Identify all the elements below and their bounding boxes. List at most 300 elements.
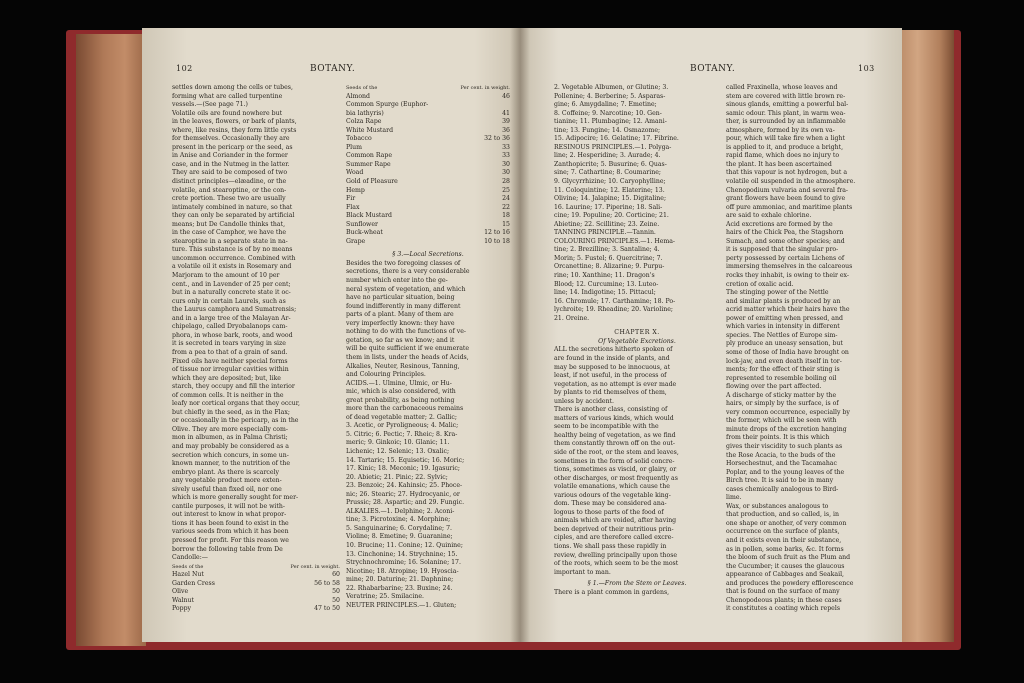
text-line: lock-jaw, and even death itself in tor- (726, 357, 842, 365)
text-line: A discharge of sticky matter by the (726, 391, 837, 399)
text-line: COLOURING PRINCIPLES.—1. Hema- (554, 237, 676, 245)
text-line: or occasionally in the pericarp, as in the (172, 417, 299, 425)
text-line: cantile purposes, it will not be with- (172, 502, 285, 510)
text-line: pressed for profit. For this reason we (172, 536, 289, 544)
text-line: tions it has been found to exist in the (172, 519, 289, 527)
text-line: means; but De Candolle thinks that, (172, 220, 286, 228)
text-line: and produces the powdery efflorescence (726, 579, 854, 587)
text-line: ments; for the effect of their sting is (726, 366, 840, 374)
text-line: tions, sometimes as viscid, or glairy, or (554, 466, 677, 474)
text-line: Violine; 8. Emetine; 9. Guaranine; (346, 533, 453, 541)
text-line: various seeds from which it has been (172, 528, 289, 536)
text-line: that is found on the surface of many (726, 588, 840, 596)
table-header-label: Per cent. in weight. (290, 563, 340, 570)
text-line: present in the pericarp or the seed, as (172, 143, 293, 151)
text-line: appearance of Cabbages and Seakail, (726, 571, 845, 579)
text-line: species. The Nettles of Europe sim- (726, 331, 838, 339)
text-line: 5. Citric; 6. Pectic; 7. Rheic; 8. Kra- (346, 430, 458, 438)
text-line: Blood; 12. Curcumine; 13. Luteo- (554, 280, 659, 288)
seed-name: bia lathyris) (346, 109, 384, 117)
table-row (172, 580, 340, 589)
text-line: is applied to it, and produce a bright, (726, 143, 844, 151)
text-line: tine; 3. Picrotoxine; 4. Morphine; (346, 516, 451, 524)
text-line: mic, which is also considered, with (346, 388, 456, 396)
seed-percent: 24 (502, 195, 510, 203)
seed-percent: 41 (502, 109, 510, 117)
text-line: but in a naturally concrete state it oc- (172, 289, 291, 297)
text-line: line; 14. Indigotine; 15. Pittacul; (554, 289, 656, 297)
text-line: tine; 2. Brezilline; 3. Santaline; 4. (554, 246, 660, 254)
text-line: Alkalies, Neuter, Resinous, Tanning, (346, 362, 460, 370)
text-line: tianine; 11. Plumbagine; 12. Amani- (554, 118, 667, 126)
seed-percent: 30 (502, 160, 510, 168)
table-row (346, 110, 510, 119)
text-line: secretion which concurs, in some un- (172, 451, 289, 459)
text-line: Sumach, and some other species; and (726, 237, 845, 245)
text-line: distinct principles—elæadine, or the (172, 178, 287, 186)
text-line: by plants to rid themselves of them, (554, 389, 667, 397)
seed-percent: 33 (502, 152, 510, 160)
right-column-2 (726, 84, 892, 614)
text-line: settles down among the cells or tubes, (172, 84, 293, 91)
section-heading: § 1.—From the Stem or Leaves. (587, 580, 687, 588)
section-heading: § 3.—Local Secretions. (392, 251, 464, 259)
table-header (172, 563, 340, 572)
table-row (172, 605, 340, 614)
text-line: matters of various kinds, which would (554, 414, 674, 422)
seed-name: Plum (346, 143, 362, 151)
right-page (520, 28, 902, 642)
text-line: There is a plant common in gardens, (554, 588, 670, 596)
text-line: Prussic; 28. Aspartic; and 29. Fungic. (346, 499, 465, 507)
text-line: Nicotine; 18. Atropine; 19. Hyoscia- (346, 567, 459, 575)
text-line: and in a large tree of the Malayan Ar- (172, 314, 291, 322)
text-line: in the case of Camphor, we have the (172, 229, 286, 237)
text-line: found indifferently in many different (346, 302, 461, 310)
text-line: vegetation, as no attempt is ever made (554, 380, 677, 388)
text-line: Volatile oils are found nowhere but (172, 109, 283, 117)
text-line: Olive. They are more especially com- (172, 425, 288, 433)
text-line: samic odour. This plant, in warm wea- (726, 109, 846, 117)
text-line: and Colouring Principles. (346, 371, 426, 379)
seed-name: Common Spurge (Euphor- (346, 101, 429, 109)
seed-percent: 30 (502, 169, 510, 177)
table-row (346, 144, 510, 153)
text-line: the bloom of such fruit as the Plum and (726, 554, 851, 562)
text-line: Orcanettine; 8. Alizarine; 9. Purpu- (554, 263, 665, 271)
text-line: are found in the inside of plants, and (554, 354, 670, 362)
text-line: curs only in certain Laurels, such as (172, 297, 286, 305)
table-row (346, 93, 510, 102)
text-line: in the leaves, flowers, or bark of plants, (172, 118, 297, 126)
table-row (346, 195, 510, 204)
text-line: are said to exhale chlorine. (726, 212, 812, 220)
text-line: occurrence on the surface of plants, (726, 528, 840, 536)
text-line: Morin; 5. Fustel; 6. Quercitrine; 7. (554, 254, 663, 262)
table-row (346, 212, 510, 221)
text-line: Chenopodeous plants; in these cases (726, 596, 842, 604)
text-line: will be quite sufficient if we enumerate (346, 345, 470, 353)
text-line: review, dwelling principally upon those (554, 551, 678, 559)
text-line: where, like resins, they form little cysts (172, 126, 297, 134)
text-line: more than the carbonaceous remains (346, 405, 464, 413)
seed-name: White Mustard (346, 126, 394, 134)
text-line: parts of a plant. Many of them are (346, 311, 454, 319)
text-line: 14. Tartaric; 15. Equisetic; 16. Moric; (346, 456, 465, 464)
text-line: ther, is surrounded by an inflammable (726, 118, 846, 126)
text-line: it constitutes a coating which repels (726, 605, 840, 613)
seed-name: Gold of Pleasure (346, 178, 398, 186)
text-line: the plant. It has been ascertained (726, 160, 832, 168)
book-gutter (510, 28, 530, 642)
text-line: that this vapour is not hydrogen, but a (726, 169, 848, 177)
text-line: it is supposed that the singular pro- (726, 246, 839, 254)
text-line: ALL the secretions hitherto spoken of (554, 346, 673, 354)
text-line: embryo plant. As there is scarcely (172, 468, 280, 476)
text-line: minute drops of the excretion hanging (726, 425, 847, 433)
text-line: that production, and so called, is, in (726, 511, 839, 519)
running-head-right: BOTANY. (690, 64, 736, 74)
table-row (346, 161, 510, 170)
text-line: sine; 7. Cathartine; 8. Coumarine; (554, 169, 661, 177)
text-line: rine; 10. Xanthine; 11. Dragon's (554, 272, 655, 280)
table-row (346, 169, 510, 178)
text-line: case, and in the Nutmeg in the latter. (172, 160, 290, 168)
text-line: Zanthopicrite; 5. Busurine; 6. Quas- (554, 160, 667, 168)
text-line: perty possessed by certain Lichens of (726, 254, 845, 262)
text-line: important to man. (554, 568, 611, 576)
text-line: volatile oil suspended in the atmosphere. (726, 178, 856, 186)
text-line: ture. This substance is of by no means (172, 246, 293, 254)
text-line: which they are deposited; but, like (172, 374, 281, 382)
text-line: a volatile oil it exists in Rosemary and (172, 263, 292, 271)
text-line: atmosphere, formed by its own va- (726, 126, 835, 134)
text-line: and similar plants is produced by an (726, 297, 841, 305)
table-row (172, 588, 340, 597)
text-line: starch, they occupy and fill the interior (172, 383, 295, 391)
text-line: 17. Kinic; 18. Meconic; 19. Igasuric; (346, 465, 460, 473)
seed-percent: 28 (502, 178, 510, 186)
seed-percent: 32 to 36 (484, 135, 510, 143)
seed-name: Summer Rape (346, 160, 391, 168)
left-column-1 (172, 84, 340, 614)
running-head-left: BOTANY. (310, 64, 356, 74)
text-line: grant flowers have been found to give (726, 195, 846, 203)
text-line: Birch tree. It is said to be in many (726, 477, 834, 485)
seed-name: Buck-wheat (346, 229, 383, 237)
text-line: of the roots, which seem to be the most (554, 560, 679, 568)
text-line: 9. Glycyrrhizine; 10. Caryophylline; (554, 178, 666, 186)
text-line: but chiefly in the seed, as in the Flax; (172, 408, 290, 416)
seed-name: Walnut (172, 596, 194, 604)
text-line: volatile emanations, which cause the (554, 483, 670, 491)
right-column-1 (554, 84, 720, 597)
page-edges-left (76, 34, 146, 646)
seed-name: Sunflower (346, 220, 378, 228)
text-line: cretion of oxalic acid. (726, 280, 794, 288)
text-line: of tissue nor irregular cavities within (172, 366, 289, 374)
seed-name: Common Rape (346, 152, 392, 160)
text-line: have no particular situation, being (346, 294, 455, 302)
text-line: getation, so far as we know; and it (346, 336, 455, 344)
text-line: various odours of the vegetable king- (554, 491, 671, 499)
table-row (346, 118, 510, 127)
text-line: very imperfectly known: they have (346, 319, 455, 327)
text-line: it is secreted in tears varying in size (172, 340, 286, 348)
text-line: lime. (726, 494, 742, 502)
text-line: secretions, there is a very considerable (346, 268, 470, 276)
table-header-label: Seeds of the (172, 563, 204, 570)
text-line: 13. Cinchonine; 14. Strychnine; 15. (346, 550, 458, 558)
text-line: may be supposed to be innocuous, at (554, 363, 671, 371)
text-line: 20. Abietic; 21. Pinic; 22. Sylvic; (346, 473, 448, 481)
text-line: neral system of vegetation, and which (346, 285, 466, 293)
left-page (142, 28, 520, 642)
text-line: they can only be separated by artificial (172, 212, 295, 220)
seed-name: Hazel Nut (172, 571, 204, 579)
text-line: NEUTER PRINCIPLES.—1. Gluten; (346, 601, 457, 609)
text-line: ALKALIES.—1. Delphine; 2. Aconi- (346, 507, 455, 515)
text-line: uncommon occurrence. Combined with (172, 254, 296, 262)
text-line: great probability, as being nothing (346, 396, 455, 404)
text-line: one shape or another, of very common (726, 519, 847, 527)
text-line: immersing themselves in the calcareous (726, 263, 853, 271)
text-line: The stinging power of the Nettle (726, 289, 829, 297)
text-line: There is another class, consisting of (554, 406, 668, 414)
text-line: called Fraxinella, whose leaves and (726, 84, 838, 91)
text-line: Pollenine; 4. Berberine; 5. Asparas- (554, 92, 666, 100)
seed-name: Garden Cress (172, 579, 215, 587)
table-row (346, 101, 510, 110)
text-line: for themselves. Occasionally they are (172, 135, 290, 143)
text-line: cine; 19. Populine; 20. Corticine; 21. (554, 212, 669, 220)
text-line: other discharges, or most frequently as (554, 474, 678, 482)
text-line: intimately combined in nature, so that (172, 203, 293, 211)
seed-percent: 12 to 16 (484, 229, 510, 237)
text-line: as in pollen, some barks, &c. It forms (726, 545, 844, 553)
text-line: number which enter into the ge- (346, 277, 448, 285)
text-line: cent., and in Lavender of 25 per cent; (172, 280, 291, 288)
seed-percent: 22 (502, 203, 510, 211)
seed-name: Poppy (172, 605, 192, 613)
text-line: animals which are voided, after having (554, 517, 677, 525)
table-row (346, 152, 510, 161)
text-line: stem are covered with little brown re- (726, 92, 846, 100)
text-line: hairs of the Chick Pea, the Stagshorn (726, 229, 844, 237)
seed-percent: 56 to 58 (314, 579, 340, 587)
text-line: meric; 9. Ginkoic; 10. Glanic; 11. (346, 439, 450, 447)
text-line: Olivine; 14. Jalapine; 15. Digitaline; (554, 195, 667, 203)
text-line: volatile, and stearoptine, or the con- (172, 186, 287, 194)
text-line: mine; 20. Daturine; 21. Daphnine; (346, 576, 454, 584)
text-line: 5. Sanguinarine; 6. Corydaline; 7. (346, 524, 453, 532)
seed-name: Colza Rape (346, 118, 382, 126)
text-line: forming what are called turpentine (172, 92, 283, 100)
text-line: crete portion. These two are usually (172, 195, 286, 203)
text-line: seem to be incompatible with the (554, 423, 659, 431)
text-line: off pure ammoniac, and maritime plants (726, 203, 853, 211)
text-line: tine; 13. Fungine; 14. Osmazome; (554, 126, 661, 134)
text-line: represented to resemble boiling oil (726, 374, 837, 382)
chapter-heading: CHAPTER X. (614, 329, 660, 337)
text-line: which is more generally sought for mer- (172, 494, 299, 502)
seed-percent: 47 to 50 (314, 605, 340, 613)
text-line: pour, which will take fire when a light (726, 135, 845, 143)
text-line: of common cells. It is neither in the (172, 391, 284, 399)
text-line: the Cucumber; it causes the glaucous (726, 562, 845, 570)
table-header-label: Per cent. in weight. (460, 85, 510, 91)
table-header (346, 84, 510, 93)
table-row (172, 597, 340, 606)
seed-percent: 39 (502, 118, 510, 126)
table-row (346, 127, 510, 136)
text-line: them in lists, under the heads of Acids, (346, 353, 469, 361)
text-line: sinous glands, emitting a powerful bal- (726, 101, 849, 109)
text-line: Veratrine; 25. Smilacine. (346, 593, 424, 601)
text-line: 10. Brucine; 11. Conine; 12. Quinine; (346, 541, 463, 549)
text-line: some of those of India have brought on (726, 348, 849, 356)
text-line: 16. Chromule; 17. Carthamine; 18. Po- (554, 297, 676, 305)
text-line: They are said to be composed of two (172, 169, 288, 177)
text-line: Lichenic; 12. Selenic; 13. Oxalic; (346, 447, 450, 455)
text-line: 22. Rhabarbarine; 23. Buxine; 24. (346, 584, 453, 592)
text-line: line; 2. Hesperidine; 3. Aurade; 4. (554, 152, 661, 160)
text-line: side of the root, or the stem and leaves, (554, 448, 679, 456)
text-line: 15. Adipocire; 16. Gelatine; 17. Fibrine. (554, 135, 679, 143)
seed-percent: 25 (502, 186, 510, 194)
text-line: them constantly thrown off on the out- (554, 440, 675, 448)
text-line: Abietine; 22. Scillitine; 23. Zeine. (554, 220, 660, 228)
text-line: least, if not useful, in the process of (554, 372, 667, 380)
text-line: chipelago, called Dryobalanops cam- (172, 323, 288, 331)
seed-percent: 46 (502, 92, 510, 100)
text-line: acrid matter which their hairs have the (726, 306, 850, 314)
text-line: healthy being of vegetation, as we find (554, 431, 676, 439)
text-line: gives their viscidity to such plants as (726, 442, 843, 450)
text-line: ACIDS.—1. Ulmine, Ulmic, or Hu- (346, 379, 452, 387)
seed-percent: 10 to 18 (484, 237, 510, 245)
seed-percent: 18 (502, 212, 510, 220)
text-line: Marjoram to the amount of 10 per (172, 272, 280, 280)
table-row (346, 204, 510, 213)
seed-name: Flax (346, 203, 360, 211)
seed-name: Black Mustard (346, 212, 392, 220)
seed-percent: 33 (502, 143, 510, 151)
table-row (346, 187, 510, 196)
text-line: nothing to do with the functions of ve- (346, 328, 466, 336)
text-line: the former, which will be seen with (726, 417, 837, 425)
table-row (346, 229, 510, 238)
text-line: phora, in whose bark, roots, and wood (172, 331, 293, 339)
text-line: gine; 6. Amygdaline; 7. Emetine; (554, 101, 657, 109)
text-line: 8. Coffeine; 9. Narcotine; 10. Gen- (554, 109, 662, 117)
table-row (346, 238, 510, 247)
text-line: 2. Vegetable Albumen, or Glutine; 3. (554, 84, 669, 91)
text-line: Besides the two foregoing classes of (346, 259, 461, 267)
text-line: rocks they inhabit, is owing to their ex- (726, 272, 850, 280)
text-line: which varies in intensity in different (726, 323, 840, 331)
seed-name: Grape (346, 237, 366, 245)
text-line: in Anise and Coriander in the former (172, 152, 288, 160)
seed-name: Olive (172, 588, 189, 596)
text-line: 11. Coloquintine; 12. Elaterine; 13. (554, 186, 665, 194)
text-line: lychroite; 19. Rheadine; 20. Varioline; (554, 306, 673, 314)
text-line: Horsechestnut, and the Tacamahac (726, 460, 837, 468)
text-line: Chenopodium vulvaria and several fra- (726, 186, 848, 194)
text-line: logous to those parts of the food of (554, 508, 664, 516)
seed-percent: 50 (332, 596, 340, 604)
text-line: power of emitting when pressed, and (726, 314, 843, 322)
text-line: 16. Laurine; 17. Piperine; 18. Sali- (554, 203, 663, 211)
text-line: any vegetable product more exten- (172, 477, 282, 485)
text-line: from a pea to that of a grain of sand. (172, 348, 288, 356)
text-line: dom. These may be considered ana- (554, 500, 667, 508)
text-line: 3. Acetic, or Pyroligneous; 4. Malic; (346, 422, 459, 430)
table-row (172, 571, 340, 580)
text-line: 21. Oreine. (554, 314, 590, 322)
text-line: sively useful than fixed oil, nor one (172, 485, 282, 493)
text-line: very common occurrence, especially by (726, 408, 850, 416)
text-line: TANNING PRINCIPLE.—Tannin. (554, 229, 656, 237)
seed-percent: 60 (332, 571, 340, 579)
left-column-2 (346, 84, 510, 610)
text-line: Candolle:— (172, 554, 208, 562)
text-line: Fixed oils have neither special forms (172, 357, 288, 365)
table-row (346, 221, 510, 230)
seed-percent: 50 (332, 588, 340, 596)
text-line: RESINOUS PRINCIPLES.—1. Polyga- (554, 143, 672, 151)
text-line: the Laurus camphora and Sumatrensis; (172, 306, 297, 314)
text-line: from their points. It is this which (726, 434, 830, 442)
text-line: Strychnochromine; 16. Solanine; 17. (346, 559, 461, 567)
text-line: rapid flame, which does no injury to (726, 152, 840, 160)
text-line: been deprived of their nutritious prin- (554, 525, 674, 533)
page-edges-right (898, 30, 954, 642)
text-line: sometimes in the form of solid concre- (554, 457, 675, 465)
seed-name: Woad (346, 169, 364, 177)
table-header-label: Seeds of the (346, 85, 378, 91)
seed-name: Almond (346, 92, 370, 100)
text-line: leafy nor cortical organs that they occur, (172, 400, 300, 408)
text-line: Acid excretions are formed by the (726, 220, 833, 228)
text-line: cases chemically analogous to Bird- (726, 485, 839, 493)
text-line: Wax, or substances analogous to (726, 502, 829, 510)
text-line: mon in albumen, as in Palma Christi; (172, 434, 288, 442)
seed-name: Tobacco (346, 135, 372, 143)
seed-name: Fir (346, 195, 356, 203)
seed-percent: 15 (502, 220, 510, 228)
text-line: vessels.—(See page 71.) (172, 101, 248, 109)
text-line: and it exists even in their substance, (726, 536, 842, 544)
text-line: stearoptine in a separate state in na- (172, 237, 288, 245)
table-row (346, 135, 510, 144)
text-line: of dead vegetable matter; 2. Gallic; (346, 413, 457, 421)
text-line: nic; 26. Stearic; 27. Hydrocyanic, or (346, 490, 460, 498)
page-number-left: 102 (176, 64, 193, 73)
text-line: 23. Benzoic; 24. Kahinsic; 25. Phoce- (346, 482, 463, 490)
text-line: borrow the following table from De (172, 545, 283, 553)
text-line: ply produce an uneasy sensation, but (726, 340, 843, 348)
text-line: unless by accident. (554, 397, 615, 405)
text-line: known manner, to the nutrition of the (172, 460, 291, 468)
text-line: and may probably be considered as a (172, 442, 289, 450)
seed-name: Hemp (346, 186, 365, 194)
table-row (346, 178, 510, 187)
chapter-title: Of Vegetable Excretions. (598, 337, 676, 345)
text-line: the Rose Acacia, to the buds of the (726, 451, 836, 459)
text-line: hairs, or simply by the surface, is of (726, 400, 839, 408)
text-line: flowing over the part affected. (726, 383, 822, 391)
